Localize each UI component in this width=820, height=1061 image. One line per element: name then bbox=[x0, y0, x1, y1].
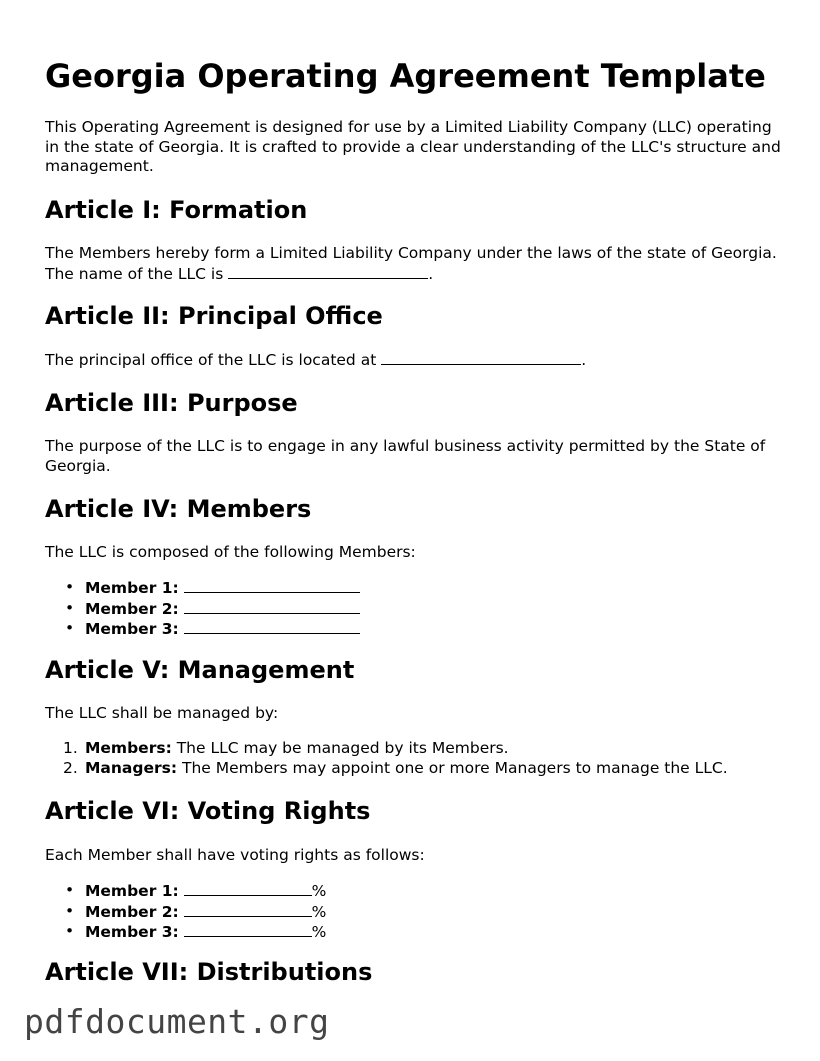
article-7-heading: Article VII: Distributions bbox=[45, 958, 373, 986]
office-address-blank[interactable] bbox=[381, 350, 581, 365]
article-1-text: The Members hereby form a Limited Liability Company under the laws of the state of Georgia. The name of the LLC is . bbox=[45, 244, 777, 283]
article-2-text: The principal office of the LLC is located at . bbox=[45, 351, 587, 369]
list-item: • Member 3: % bbox=[45, 922, 326, 943]
article-3-heading: Article III: Purpose bbox=[45, 389, 298, 417]
voting-1-blank[interactable] bbox=[184, 881, 312, 896]
article-6-heading: Article VI: Voting Rights bbox=[45, 797, 371, 825]
members-list bbox=[45, 578, 360, 640]
watermark: pdfdocument.org bbox=[24, 1002, 330, 1041]
intro-paragraph: This Operating Agreement is designed for use by a Limited Liability Company (LLC) operating in the state of Georgia. It is crafted to provide a clear understanding of the LLC's structure and management. bbox=[45, 118, 781, 175]
article-4-text: The LLC is composed of the following Members: bbox=[45, 543, 416, 561]
article-1-heading: Article I: Formation bbox=[45, 196, 308, 224]
member-2-blank[interactable] bbox=[184, 599, 360, 614]
llc-name-blank[interactable] bbox=[228, 264, 428, 279]
list-item: 2. Managers: The Members may appoint one or more Managers to manage the LLC. bbox=[63, 758, 728, 777]
article-5-text: The LLC shall be managed by: bbox=[45, 704, 279, 722]
member-1-blank[interactable] bbox=[184, 578, 360, 593]
list-item: • Member 3: bbox=[45, 619, 360, 640]
list-item: • Member 1: bbox=[45, 578, 360, 599]
article-5-heading: Article V: Management bbox=[45, 656, 355, 684]
list-item: • Member 2: bbox=[45, 599, 360, 620]
voting-list bbox=[45, 881, 326, 943]
member-3-blank[interactable] bbox=[184, 619, 360, 634]
voting-2-blank[interactable] bbox=[184, 902, 312, 917]
page-title: Georgia Operating Agreement Template bbox=[45, 57, 766, 95]
article-6-text: Each Member shall have voting rights as follows: bbox=[45, 846, 425, 864]
management-list bbox=[45, 739, 728, 778]
article-3-text: The purpose of the LLC is to engage in any lawful business activity permitted by the State of Georgia. bbox=[45, 437, 766, 475]
list-item: 1. Members: The LLC may be managed by its Members. bbox=[63, 739, 509, 757]
article-4-heading: Article IV: Members bbox=[45, 495, 312, 523]
list-item: • Member 2: % bbox=[45, 902, 326, 923]
voting-3-blank[interactable] bbox=[184, 922, 312, 937]
list-item: • Member 1: % bbox=[45, 881, 326, 902]
article-2-heading: Article II: Principal Office bbox=[45, 302, 383, 330]
